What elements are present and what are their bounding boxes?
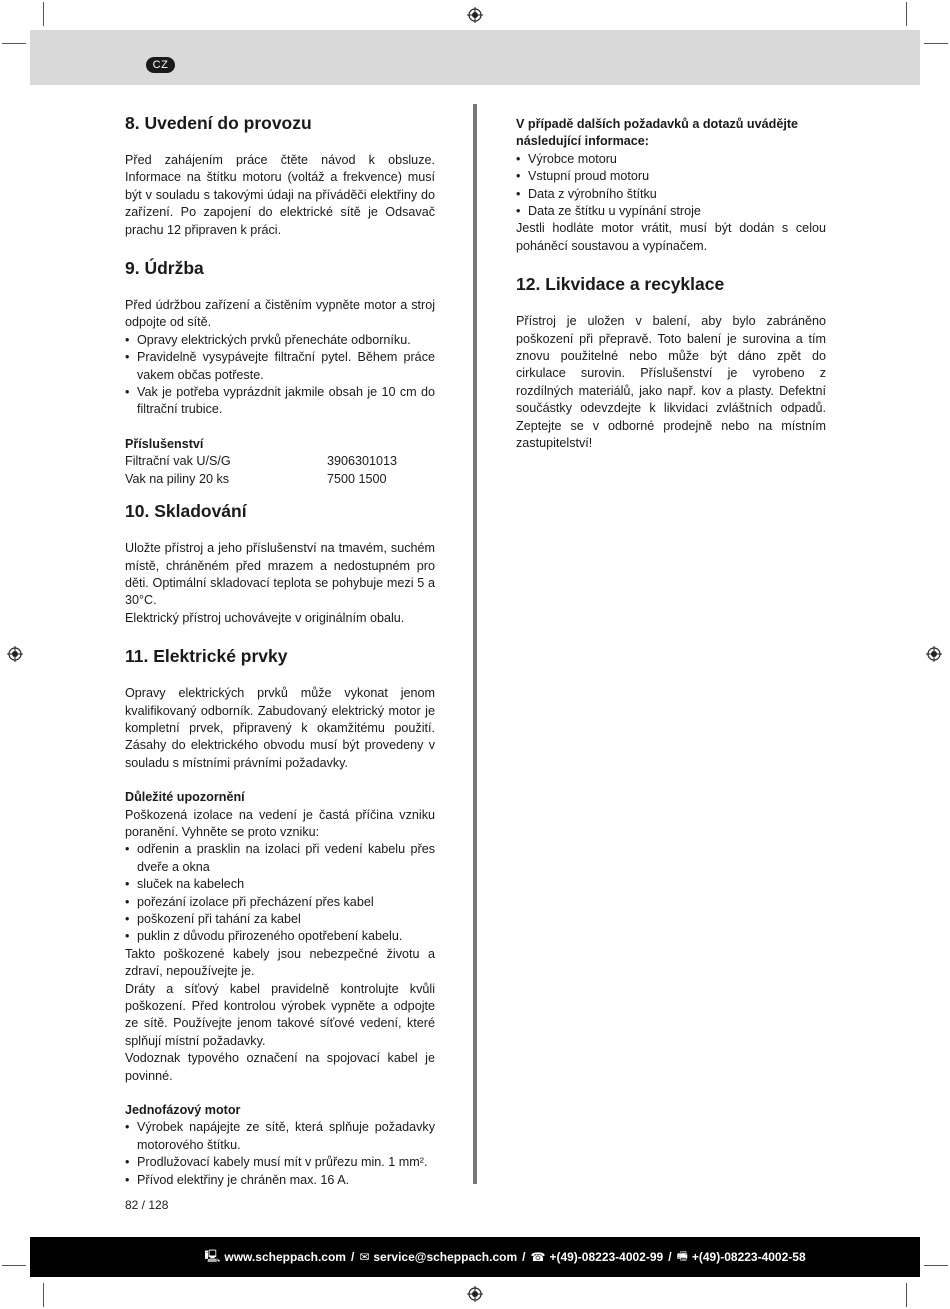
accessory-name: Vak na piliny 20 ks: [125, 471, 230, 486]
list-item: • Opravy elektrických prvků přenecháte odborníku.: [125, 332, 435, 349]
accessory-number: 3906301013: [327, 454, 398, 469]
list-item: • pořezání izolace při přecházení přes kabel: [125, 894, 435, 911]
section-11-text: Opravy elektrických prvků může vykonat jenom kvalifikovaný odborník. Zabudovaný elektrický motor je kompletní prvek, připravený k okamžitému použití. Zásahy do elektrického obvodu musí být provedeny v souladu s místními právními požadavky.: [125, 686, 435, 770]
right-column: [516, 116, 826, 453]
footer-separator: /: [668, 1250, 672, 1264]
section-10-heading: 10. Skladování: [125, 501, 247, 522]
list-item: • Výrobce motoru: [516, 151, 826, 168]
fax-icon: 🖷: [676, 1248, 688, 1263]
accessory-row: [125, 453, 435, 470]
footer-fax: +(49)-08223-4002-58: [691, 1250, 806, 1264]
crop-mark: [924, 43, 948, 44]
section-8-heading: 8. Uvedení do provozu: [125, 113, 312, 133]
list-item: • Pravidelně vysypávejte filtrační pytel. Během práce vakem občas potřeste.: [125, 349, 435, 384]
list-item: • Prodlužovací kabely musí mít v průřezu min. 1 mm².: [125, 1154, 435, 1171]
accessory-name: Filtrační vak U/S/G: [125, 454, 231, 469]
crop-mark: [43, 1283, 44, 1307]
crop-mark: [906, 1283, 907, 1307]
registration-mark-icon: [7, 646, 23, 662]
crop-mark: [906, 2, 907, 26]
list-item: • sluček na kabelech: [125, 876, 435, 893]
warning-list: [125, 841, 435, 945]
cable-check-text: Dráty a síťový kabel pravidelně kontrolujte kvůli poškození. Před kontrolou výrobek vypněte a odpojte ze sítě. Používejte jenom takové síťové vedení, které splňují místní požadavky.: [125, 981, 435, 1048]
list-item: • Vstupní proud motoru: [516, 168, 826, 185]
list-item: • Vak je potřeba vyprázdnit jakmile obsah je 10 cm do filtrační trubice.: [125, 384, 435, 419]
list-item: • Výrobek napájejte ze sítě, která splňuje požadavky motorového štítku.: [125, 1119, 435, 1154]
motor-list: [125, 1119, 435, 1189]
list-item: • poškození při tahání za kabel: [125, 911, 435, 928]
cable-danger-text: Takto poškozené kabely jsou nebezpečné životu a zdraví, nepoužívejte je.: [125, 946, 435, 979]
list-item: • puklin z důvodu přirozeného opotřebení kabelu.: [125, 928, 435, 945]
computer-icon: 🖳: [204, 1248, 221, 1263]
phone-icon: ☎: [530, 1250, 546, 1264]
section-12-heading: 12. Likvidace a recyklace: [516, 274, 725, 295]
section-10-text-2: Elektrický přístroj uchovávejte v originálním obalu.: [125, 610, 405, 625]
left-column: [125, 110, 435, 1189]
info-list: [516, 151, 826, 221]
page-number: 82 / 128: [125, 1198, 169, 1212]
crop-mark: [924, 1265, 948, 1266]
section-10-text: Uložte přístroj a jeho příslušenství na tmavém, suchém místě, chráněném před mrazem a nedostupném pro děti. Optimální skladovací teplota se pohybuje mezi 5 a 30°C.: [125, 541, 435, 608]
footer-separator: /: [522, 1250, 526, 1264]
section-12-text: Přístroj je uložen v balení, aby bylo zabráněno poškození při přepravě. Toto balení je surovina a tím znovu použitelné nebo může být dáno zpět do cirkulace surovin. Příslušenství je vyrobeno z rozdílných materiálů, jako např. kov a plasty. Defektní součástky odevzdejte k likvidaci zvláštních odpadů. Zeptejte se v odborné prodejně nebo na místním zastupitelství!: [516, 314, 826, 451]
list-item: • odřenin a prasklin na izolaci při vedení kabelu přes dveře a okna: [125, 841, 435, 876]
section-9-text: Před údržbou zařízení a čistěním vypněte motor a stroj odpojte od sítě.: [125, 298, 435, 330]
footer-email[interactable]: service@scheppach.com: [373, 1250, 518, 1264]
accessories-heading: Příslušenství: [125, 436, 204, 451]
maintenance-list: [125, 332, 435, 419]
footer-separator: /: [350, 1250, 355, 1264]
crop-mark: [2, 43, 26, 44]
footer-bar: [30, 1237, 920, 1277]
section-11-heading: 11. Elektrické prvky: [125, 646, 288, 667]
warning-text: Poškozená izolace na vedení je častá příčina vzniku poranění. Vyhněte se proto vzniku:: [125, 807, 435, 839]
crop-mark: [2, 1265, 26, 1266]
return-text: Jestli hodláte motor vrátit, musí být dodán s celou poháněcí soustavou a vypínačem.: [516, 221, 826, 253]
mail-icon: ✉: [359, 1250, 370, 1264]
column-divider: [473, 104, 477, 1184]
accessory-row: [125, 471, 435, 488]
crop-mark: [43, 2, 44, 26]
footer-website[interactable]: www.scheppach.com: [224, 1250, 346, 1264]
cable-marking-text: Vodoznak typového označení na spojovací kabel je povinné.: [125, 1051, 435, 1083]
list-item: • Přívod elektřiny je chráněn max. 16 A.: [125, 1172, 435, 1189]
footer-phone: +(49)-08223-4002-99: [549, 1250, 664, 1264]
section-8-text: Před zahájením práce čtěte návod k obsluze. Informace na štítku motoru (voltáž a frekvence) musí být v souladu s takovými údaji na příváděči elektřiny do zařízení. Po zapojení do elektrické sítě je Odsavač prachu 12 připraven k práci.: [125, 153, 435, 237]
language-badge: CZ: [146, 57, 175, 73]
registration-mark-icon: [467, 7, 483, 23]
warning-heading: Důležité upozornění: [125, 790, 245, 805]
registration-mark-icon: [926, 646, 942, 662]
motor-heading: Jednofázový motor: [125, 1103, 241, 1118]
section-9-heading: 9. Údržba: [125, 258, 204, 279]
info-heading: V případě dalších požadavků a dotazů uvádějte následující informace:: [516, 117, 799, 149]
list-item: • Data z výrobního štítku: [516, 186, 826, 203]
list-item: • Data ze štítku u vypínání stroje: [516, 203, 826, 220]
accessory-number: 7500 1500: [327, 471, 387, 486]
registration-mark-icon: [467, 1286, 483, 1302]
